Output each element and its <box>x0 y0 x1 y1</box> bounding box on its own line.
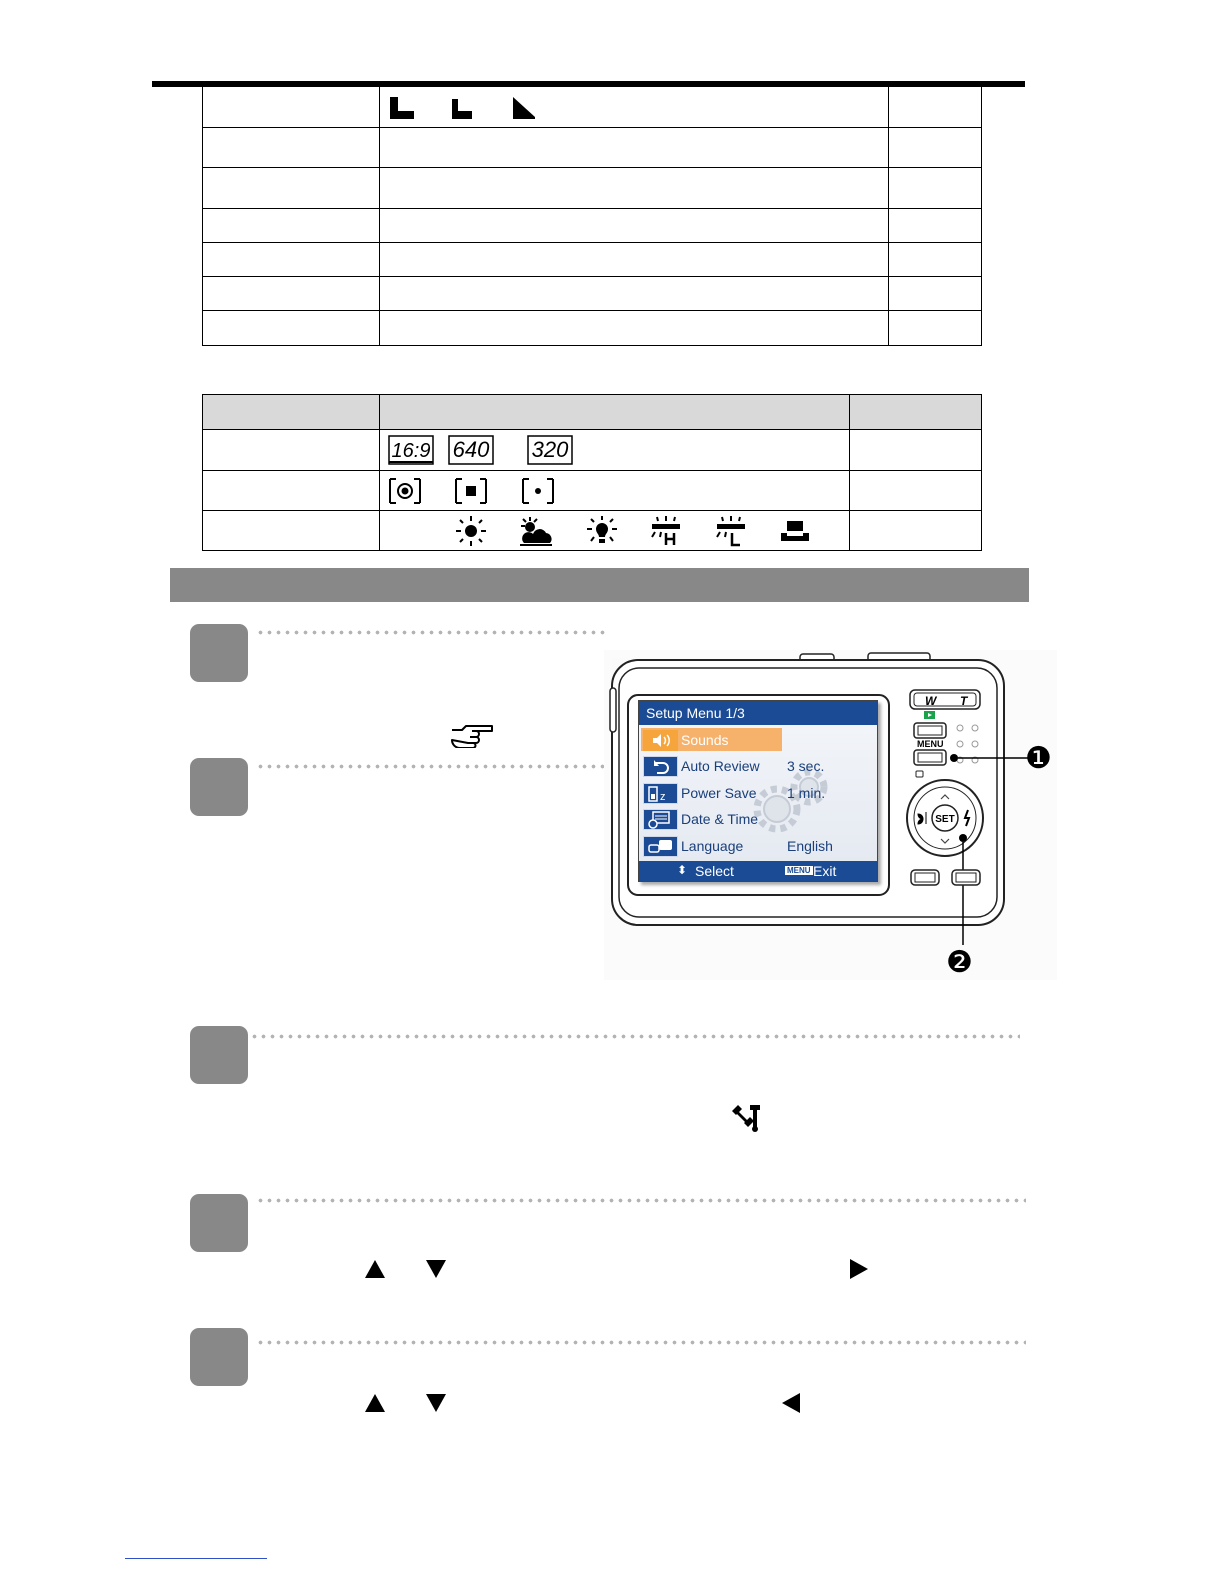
lcd-menu-item-power-save[interactable] <box>641 781 876 806</box>
lcd-menu-title: Setup Menu 1/3 <box>646 705 745 721</box>
wb-cloudy-icon <box>518 515 554 547</box>
lcd-footer-select: Select <box>695 863 734 879</box>
step-4-dotted-rule <box>256 1198 1026 1203</box>
lcd-menu-item-date-time[interactable] <box>641 807 876 832</box>
quality-fine-icon <box>388 93 416 121</box>
quality-standard-icon <box>448 93 476 121</box>
svg-text:320: 320 <box>531 437 569 462</box>
svg-text:MENU: MENU <box>917 739 944 749</box>
svg-text:SET: SET <box>935 814 955 825</box>
table-row <box>203 208 982 242</box>
down-arrow-icon <box>426 1260 446 1278</box>
calendar-clock-icon <box>643 809 678 830</box>
lcd-item-label: Auto Review <box>681 758 760 774</box>
table-row <box>203 167 982 208</box>
svg-text:640: 640 <box>453 437 490 462</box>
up-arrow-icon <box>365 1260 385 1278</box>
svg-text:16:9: 16:9 <box>391 440 431 462</box>
callout-1-marker: ❶ <box>1025 742 1052 775</box>
wb-fluorescent-h-icon <box>649 515 683 547</box>
svg-text:T: T <box>960 694 968 708</box>
lcd-title-bar <box>639 701 877 725</box>
left-arrow-icon <box>782 1393 800 1413</box>
up-arrow-icon <box>365 1394 385 1412</box>
metering-icons-cell <box>380 471 850 511</box>
step-4-box <box>190 1194 248 1252</box>
menu-key-icon: MENU <box>787 866 811 875</box>
quality-icons-cell <box>380 87 889 127</box>
settings-table-2 <box>202 394 982 551</box>
step-1-box <box>190 624 248 682</box>
power-save-icon <box>643 783 678 804</box>
step-1-dotted-rule <box>256 630 606 635</box>
lcd-menu-item-auto-review[interactable] <box>641 754 876 779</box>
size-16-9-icon <box>388 433 434 467</box>
language-icon <box>643 836 678 857</box>
lcd-menu-item-sounds[interactable] <box>641 728 876 753</box>
table-row <box>203 471 982 511</box>
speaker-icon <box>643 730 678 751</box>
wb-custom-icon <box>778 515 812 547</box>
movie-size-icons-cell <box>380 430 850 471</box>
lcd-item-label: Language <box>681 838 744 854</box>
size-640-icon <box>448 433 494 467</box>
step-2-dotted-rule <box>256 764 606 769</box>
quality-economy-icon <box>509 93 537 121</box>
section-heading-bar <box>170 568 1029 602</box>
camera-illustration <box>604 650 1057 980</box>
white-balance-icons-cell <box>380 511 850 551</box>
step-5-dotted-rule <box>256 1340 1026 1345</box>
wb-daylight-icon <box>454 515 488 547</box>
wrench-icon <box>728 1101 766 1135</box>
lcd-item-label: Date & Time <box>681 811 759 827</box>
step-3-dotted-rule <box>250 1034 1020 1039</box>
size-320-icon <box>527 433 573 467</box>
table-row <box>203 127 982 167</box>
table-row <box>203 430 982 471</box>
lcd-item-value: English <box>787 838 833 854</box>
wb-tungsten-icon <box>585 515 619 547</box>
lcd-item-value: 1 min. <box>787 785 826 801</box>
hand-pointer-icon <box>450 722 494 748</box>
wb-fluorescent-l-icon <box>714 515 748 547</box>
callout-2-marker: ❷ <box>946 946 973 979</box>
right-arrow-icon <box>850 1259 868 1279</box>
footer-link-underline[interactable] <box>125 1558 267 1559</box>
lcd-footer-bar <box>639 861 877 881</box>
lcd-item-label: Power Save <box>681 785 757 801</box>
settings-table-1 <box>202 87 982 346</box>
svg-text:W: W <box>925 694 937 708</box>
table-row <box>203 276 982 310</box>
metering-average-icon <box>388 477 422 505</box>
table-row <box>203 511 982 551</box>
table-row <box>203 242 982 276</box>
metering-spot-icon <box>521 477 555 505</box>
step-5-box <box>190 1328 248 1386</box>
svg-text:z: z <box>660 791 666 803</box>
updown-arrows-icon: ⬍ <box>677 863 688 877</box>
metering-center-icon <box>454 477 488 505</box>
table-row <box>203 87 982 127</box>
lcd-menu-item-language[interactable] <box>641 834 876 859</box>
lcd-item-label: Sounds <box>681 732 729 748</box>
lcd-footer-exit: Exit <box>813 863 837 879</box>
camera-lcd-screen <box>638 700 878 882</box>
step-3-box <box>190 1026 248 1084</box>
table-header-row <box>203 395 982 430</box>
step-2-box <box>190 758 248 816</box>
down-arrow-icon <box>426 1394 446 1412</box>
table-row <box>203 310 982 345</box>
lcd-item-value: 3 sec. <box>787 758 825 774</box>
auto-review-icon <box>643 756 678 777</box>
